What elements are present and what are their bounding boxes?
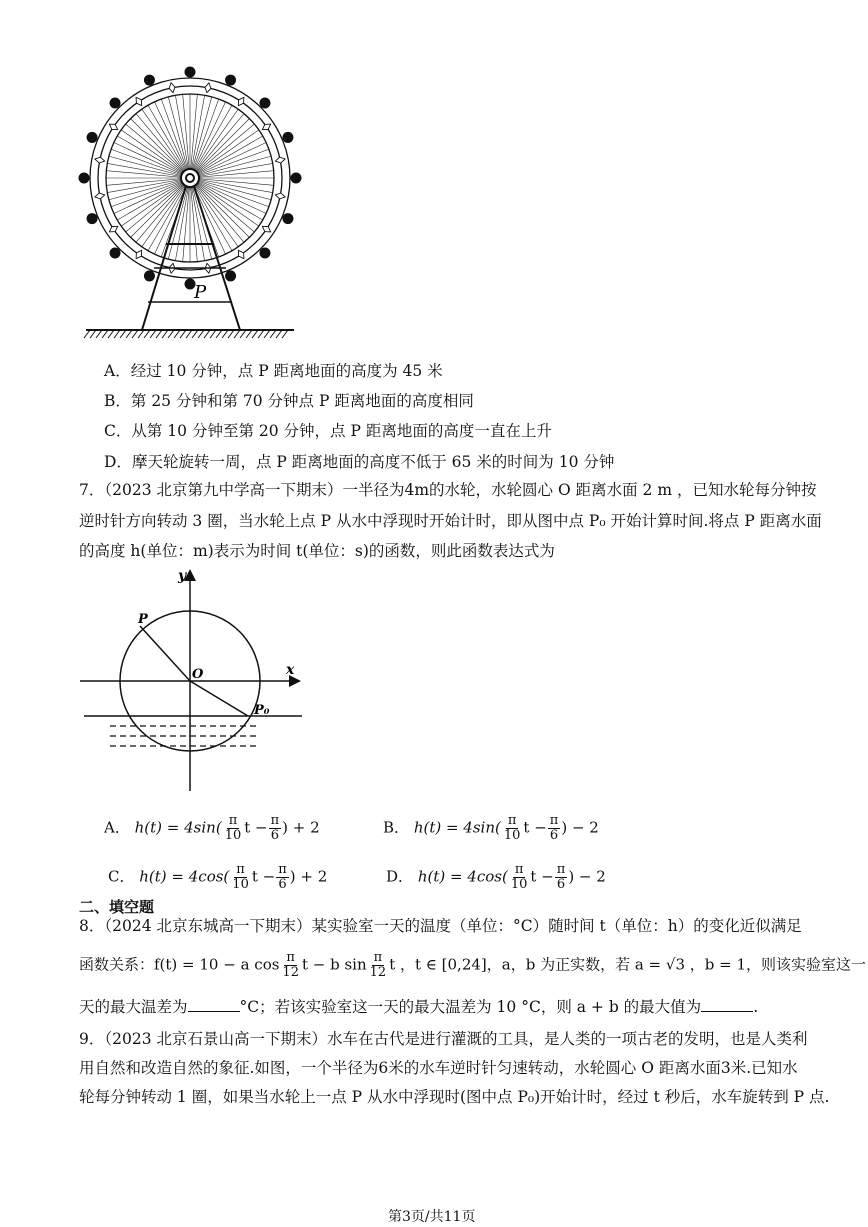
ground-hatch-line [282,330,288,338]
ferris-point-label: P [194,282,207,303]
ferris-cabin [110,247,121,258]
q8-blank-1[interactable] [188,997,240,1012]
ground-hatch-line [198,330,204,338]
ferris-cabin [225,75,236,86]
ground-hatch-line [234,330,240,338]
q7-line-3: 的高度 h(单位：m)表示为时间 t(单位：s)的函数，则此函数表达式为 [79,542,555,560]
ferris-diamond [236,249,247,261]
q7-line-1: 7．（2023 北京第九中学高一下期末）一半径为4m的水轮，水轮圆心 O 距离水面 2 m ，已知水轮每分钟按 [79,481,817,499]
ground-hatch-line [162,330,168,338]
q9-line-2: 用自然和改造自然的象征.如图，一个半径为6米的水车逆时针匀速转动，水轮圆心 O 距离水面3米.已知水 [79,1059,798,1077]
q6-option-b: B．第 25 分钟和第 70 分钟点 P 距离地面的高度相同 [104,392,474,410]
ground-hatch-line [204,330,210,338]
ground-hatch-line [180,330,186,338]
ferris-diamond [261,224,273,235]
ground-hatch-line [174,330,180,338]
ground-hatch [84,330,288,338]
ferris-spoke [190,102,225,178]
y-axis-label: y [178,568,187,584]
ground-hatch-line [102,330,108,338]
ferris-cabin [282,132,293,143]
ground-hatch-line [264,330,270,338]
ferris-spoke [155,102,190,178]
ferris-cabin [79,173,90,184]
ground-hatch-line [270,330,276,338]
ground-hatch-line [144,330,150,338]
ferris-cabin [282,213,293,224]
ground-hatch-line [228,330,234,338]
p0-label: P₀ [254,703,270,718]
ground-hatch-line [246,330,252,338]
ferris-cabin [87,132,98,143]
ferris-diamond [134,249,145,261]
ground-hatch-line [240,330,246,338]
ferris-diamond [204,82,212,93]
water-wheel-figure [78,566,308,796]
ferris-cabin [291,173,302,184]
ferris-cabin [259,98,270,109]
section-heading: 二、填空题 [79,898,155,916]
ground-hatch-line [186,330,192,338]
ferris-cabin [259,247,270,258]
ground-hatch-line [222,330,228,338]
q6-option-d: D．摩天轮旋转一周，点 P 距离地面的高度不低于 65 米的时间为 10 分钟 [104,453,615,471]
q9-line-1: 9．（2023 北京石景山高一下期末）水车在古代是进行灌溉的工具，是人类的一项古老的发明，也是人类利 [79,1030,808,1048]
page-footer: 第3页/共11页 [388,1209,476,1225]
ferris-diamond [261,122,273,133]
ground-hatch-line [84,330,90,338]
ground-hatch-line [252,330,258,338]
ground-hatch-line [108,330,114,338]
x-axis-label: x [286,662,295,678]
ferris-wheel-figure [78,66,303,346]
ferris-cabin [225,270,236,281]
ferris-diamond [275,156,286,164]
q7-line-2: 逆时针方向转动 3 圈，当水轮上点 P 从水中浮现时开始计时，即从图中点 P₀ 开始计算时间.将点 P 距离水面 [79,512,822,530]
ground-hatch-line [276,330,282,338]
ferris-diamond [108,122,120,133]
q9-line-3: 轮每分钟转动 1 圈，如果当水轮上一点 P 从水中浮现时(图中点 P₀)开始计时，经过 t 秒后，水车旋转到 P 点. [79,1088,830,1106]
origin-label: O [192,667,204,682]
q7-option-b: B． h(t) = 4sin( $\frac{\pi}{10}$ t − $\frac{\pi}{6}$ ) − 2 [383,813,599,843]
ferris-cabin [110,98,121,109]
q6-option-c: C．从第 10 分钟至第 20 分钟，点 P 距离地面的高度一直在上升 [104,422,552,440]
q8-line-1: 8．（2024 北京东城高一下期末）某实验室一天的温度（单位：°C）随时间 t（单位：h）的变化近似满足 [79,917,802,935]
ground-hatch-line [150,330,156,338]
ferris-diamond [94,192,105,200]
ground-hatch-line [114,330,120,338]
ground-hatch-line [138,330,144,338]
ferris-cabin [87,213,98,224]
ferris-cabin [144,270,155,281]
ferris-diamond [168,82,176,93]
q7-option-a: A． h(t) = 4sin( $\frac{\pi}{10}$ t − $\frac{\pi}{6}$ ) + 2 [104,813,320,843]
ground-hatch-line [126,330,132,338]
ground-hatch-line [210,330,216,338]
ground-hatch-line [96,330,102,338]
q8-line-3: 天的最大温差为 °C；若该实验室这一天的最大温差为 10 °C，则 a + b 的最大值为 . [79,998,759,1016]
ferris-spoke [190,143,266,178]
ferris-cabin [144,75,155,86]
ground-hatch-line [258,330,264,338]
ground-hatch-line [90,330,96,338]
ground-hatch-line [168,330,174,338]
q8-line-2: 函数关系：f(t) = 10 − a cos $\frac{\pi}{12}$ t − b sin $\frac{\pi}{12}$ t ，t ∈ [0,24]，a，b 为正实数，若 a = √3 ，b = 1，则该实验室这一 [79,950,867,980]
ground-hatch-line [192,330,198,338]
p-label: P [138,612,148,627]
q7-option-d: D． h(t) = 4cos( $\frac{\pi}{10}$ t − $\frac{\pi}{6}$ ) − 2 [386,862,606,892]
q8-blank-2[interactable] [701,997,753,1012]
ground-hatch-line [120,330,126,338]
ferris-diamond [236,96,247,108]
ferris-diamond [275,192,286,200]
ground-hatch-line [132,330,138,338]
ferris-diamond [94,156,105,164]
ground-hatch-line [156,330,162,338]
q7-option-c: C． h(t) = 4cos( $\frac{\pi}{10}$ t − $\frac{\pi}{6}$ ) + 2 [108,862,328,892]
ferris-cabin [185,67,196,78]
ferris-spoke [114,143,190,178]
ground-hatch-line [216,330,222,338]
ferris-diamond [108,224,120,235]
q6-option-a: A．经过 10 分钟，点 P 距离地面的高度为 45 米 [104,362,443,380]
ferris-diamond [134,96,145,108]
